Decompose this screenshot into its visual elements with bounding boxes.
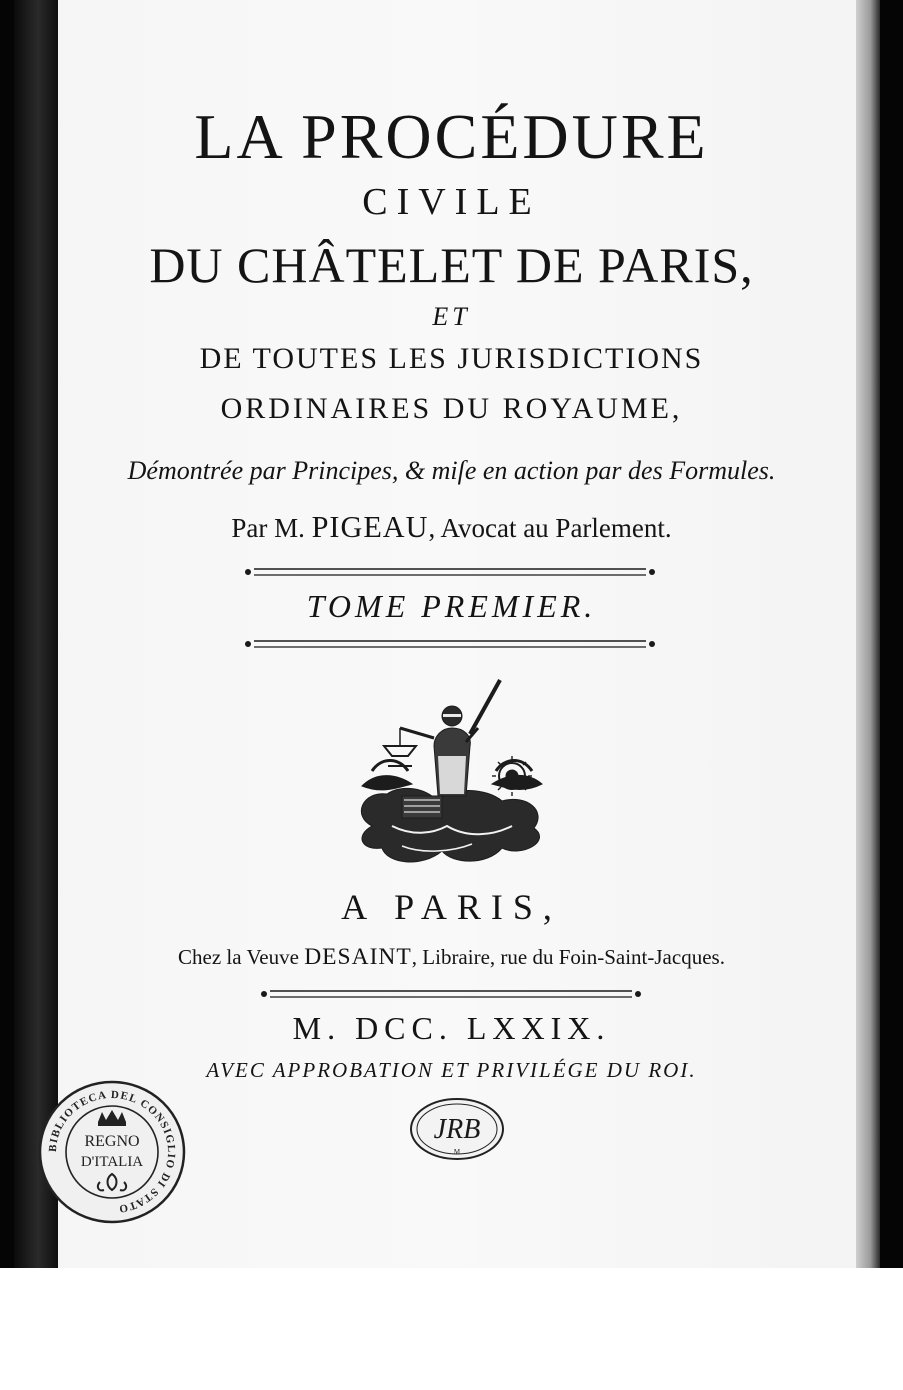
author-line xyxy=(0,510,903,545)
title-line-1: LA PROCÉDURE xyxy=(194,101,709,172)
title-line-2: CIVILE xyxy=(362,181,541,223)
monogram-small-letter: M xyxy=(453,1148,461,1156)
volume-label: TOME PREMIER. xyxy=(306,588,597,624)
justice-vignette xyxy=(342,676,564,876)
stamp-ring-text: BIBLIOTECA DEL CONSIGLIO DI STATO xyxy=(46,1088,178,1215)
author-prefix: Par M. xyxy=(231,513,312,543)
monogram-letters: JRB xyxy=(433,1114,481,1145)
publisher-name: DESAINT xyxy=(304,944,412,970)
author-name: PIGEAU xyxy=(311,510,429,544)
subtitle: Démontrée par Principes, & miſe en action par des Formules. xyxy=(127,456,776,485)
privilege-line: AVEC APPROBATION ET PRIVILÉGE DU ROI. xyxy=(206,1058,697,1082)
title-line-5: DE TOUTES LES JURISDICTIONS xyxy=(199,342,704,375)
title-line-4: ET xyxy=(432,302,471,331)
ornamental-rule xyxy=(244,566,656,578)
imprint-year: M. DCC. LXXIX. xyxy=(292,1010,611,1046)
title-line-6: ORDINAIRES DU ROYAUME, xyxy=(220,392,683,425)
stamp-line-2: D'ITALIA xyxy=(80,1154,144,1170)
title-line-3: DU CHÂTELET DE PARIS, xyxy=(149,237,754,293)
publisher-prefix: Chez la Veuve xyxy=(178,945,305,969)
ornamental-rule xyxy=(244,638,656,650)
author-suffix: , Avocat au Parlement. xyxy=(428,513,672,543)
stamp-line-1: REGNO xyxy=(84,1133,140,1150)
imprint-publisher xyxy=(0,944,903,971)
library-stamp xyxy=(36,1078,188,1226)
monogram-stamp xyxy=(408,1096,506,1162)
publisher-suffix: , Libraire, rue du Foin-Saint-Jacques. xyxy=(411,945,725,969)
ornamental-rule xyxy=(260,988,642,1000)
imprint-place: A PARIS, xyxy=(341,887,562,927)
bottom-margin xyxy=(0,1268,903,1390)
